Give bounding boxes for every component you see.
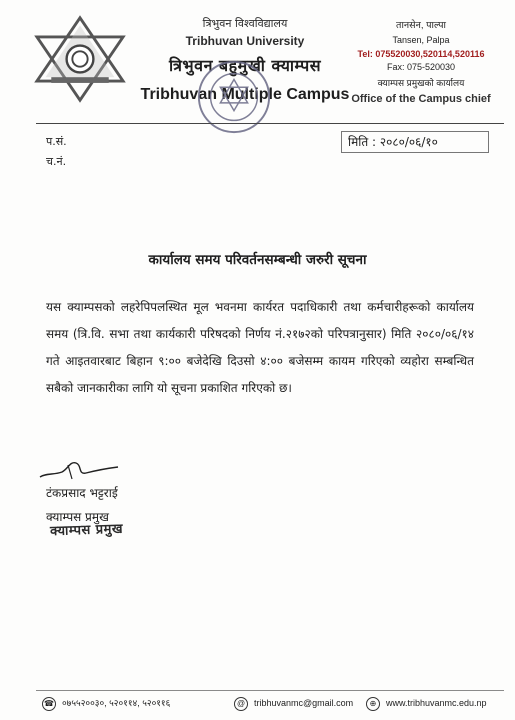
university-name-nepali: त्रिभुवन विश्वविद्यालय <box>202 17 288 30</box>
office-name-nepali: क्याम्पस प्रमुखको कार्यालय <box>377 78 465 88</box>
notice-title: कार्यालय समय परिवर्तनसम्बन्धी जरुरी सूचना <box>148 252 367 268</box>
email-icon: @ <box>234 697 248 711</box>
campus-name-english: Tribhuvan Multiple Campus <box>140 86 350 103</box>
position-stamp: क्याम्पस प्रमुख <box>49 521 124 540</box>
address-nepali: तानसेन, पाल्पा <box>396 20 446 31</box>
contact-block <box>342 18 500 105</box>
footer-phone <box>42 696 170 710</box>
campus-name-nepali: त्रिभुवन बहुमुखी क्याम्पस <box>168 56 322 75</box>
university-name-english: Tribhuvan University <box>185 34 305 48</box>
header-divider <box>36 123 504 124</box>
dispatch-number-label: च.नं. <box>46 155 67 168</box>
date-field: मिति : २०८०/०६/१० <box>341 131 489 153</box>
footer-email-text[interactable]: tribhuvanmc@gmail.com <box>254 698 354 708</box>
letter-number-label: प.सं. <box>46 135 67 148</box>
address-english: Tansen, Palpa <box>392 35 450 45</box>
office-name-english: Office of the Campus chief <box>351 93 491 105</box>
footer-website[interactable] <box>366 696 487 710</box>
fax-number: Fax: 075-520030 <box>386 62 456 72</box>
globe-icon: ⊕ <box>366 697 380 711</box>
footer-phone-text: ०७५५२००३०, ५२०११४, ५२०११६ <box>62 698 171 708</box>
footer-bar <box>36 690 504 713</box>
footer-email[interactable] <box>234 696 353 710</box>
signature-mark <box>32 455 127 487</box>
footer-website-text[interactable]: www.tribhuvanmc.edu.np <box>386 698 487 708</box>
university-logo-icon <box>32 14 128 104</box>
campus-seal-icon <box>195 58 273 136</box>
signatory-position: क्याम्पस प्रमुख <box>46 510 109 524</box>
telephone-numbers: Tel: 075520030,520114,520116 <box>357 49 485 59</box>
signatory-name: टंकप्रसाद भट्टराई <box>46 486 118 500</box>
notice-body: यस क्याम्पसको लहरेपिपलस्थित मूल भवनमा कार्यरत पदाधिकारी तथा कर्मचारीहरूको कार्यालय समय (त्रि.वि. सभा तथा कार्यकारी परिषदको निर्णय नं.२१७२को परिपत्रानुसार) मिति २०८०/०६/१४ गते आइतवारबाट बिहान ९:०० बजेदेखि दिउसो ४:०० बजेसम्म कायम गरिएको व्यहोरा सम्बन्धित सबैको जानकारीका लागि यो सूचना प्रकाशित गरिएको छ। <box>46 300 474 395</box>
phone-icon: ☎ <box>42 697 56 711</box>
